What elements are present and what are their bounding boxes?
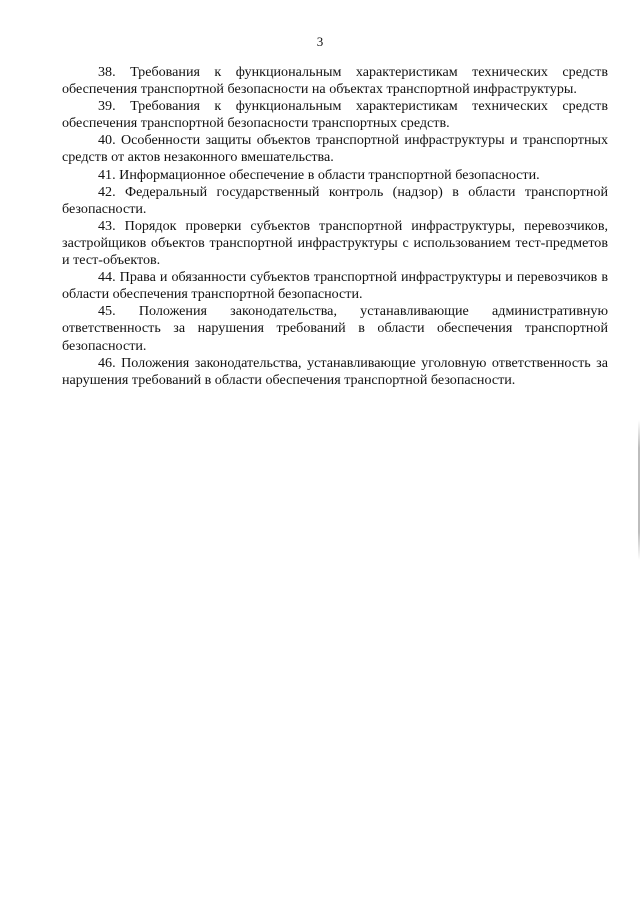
- list-item-42: 42. Федеральный государственный контроль (надзор) в области транспортной безопасности.: [62, 183, 608, 217]
- list-item-43: 43. Порядок проверки субъектов транспортной инфраструктуры, перевозчиков, застройщиков объектов транспортной инфраструктуры с использованием тест-предметов и тест-объектов.: [62, 217, 608, 269]
- list-item-39: 39. Требования к функциональным характеристикам технических средств обеспечения транспортной безопасности транспортных средств.: [62, 98, 608, 132]
- list-item-46: 46. Положения законодательства, устанавливающие уголовную ответственность за нарушения требований в области обеспечения транспортной безопасности.: [62, 354, 608, 388]
- list-item-45: 45. Положения законодательства, устанавливающие административную ответственность за нарушения требований в области обеспечения транспортной безопасности.: [62, 303, 608, 354]
- list-item-41: 41. Информационное обеспечение в области транспортной безопасности.: [98, 166, 540, 183]
- list-item-40: 40. Особенности защиты объектов транспортной инфраструктуры и транспортных средств от актов незаконного вмешательства.: [62, 132, 608, 166]
- page-number: 3: [316, 34, 324, 49]
- list-item-44: 44. Права и обязанности субъектов транспортной инфраструктуры и перевозчиков в области обеспечения транспортной безопасности.: [62, 269, 608, 303]
- list-item-38: 38. Требования к функциональным характеристикам технических средств обеспечения транспортной безопасности на объектах транспортной инфраструктуры.: [62, 64, 608, 98]
- item-list: [62, 64, 608, 389]
